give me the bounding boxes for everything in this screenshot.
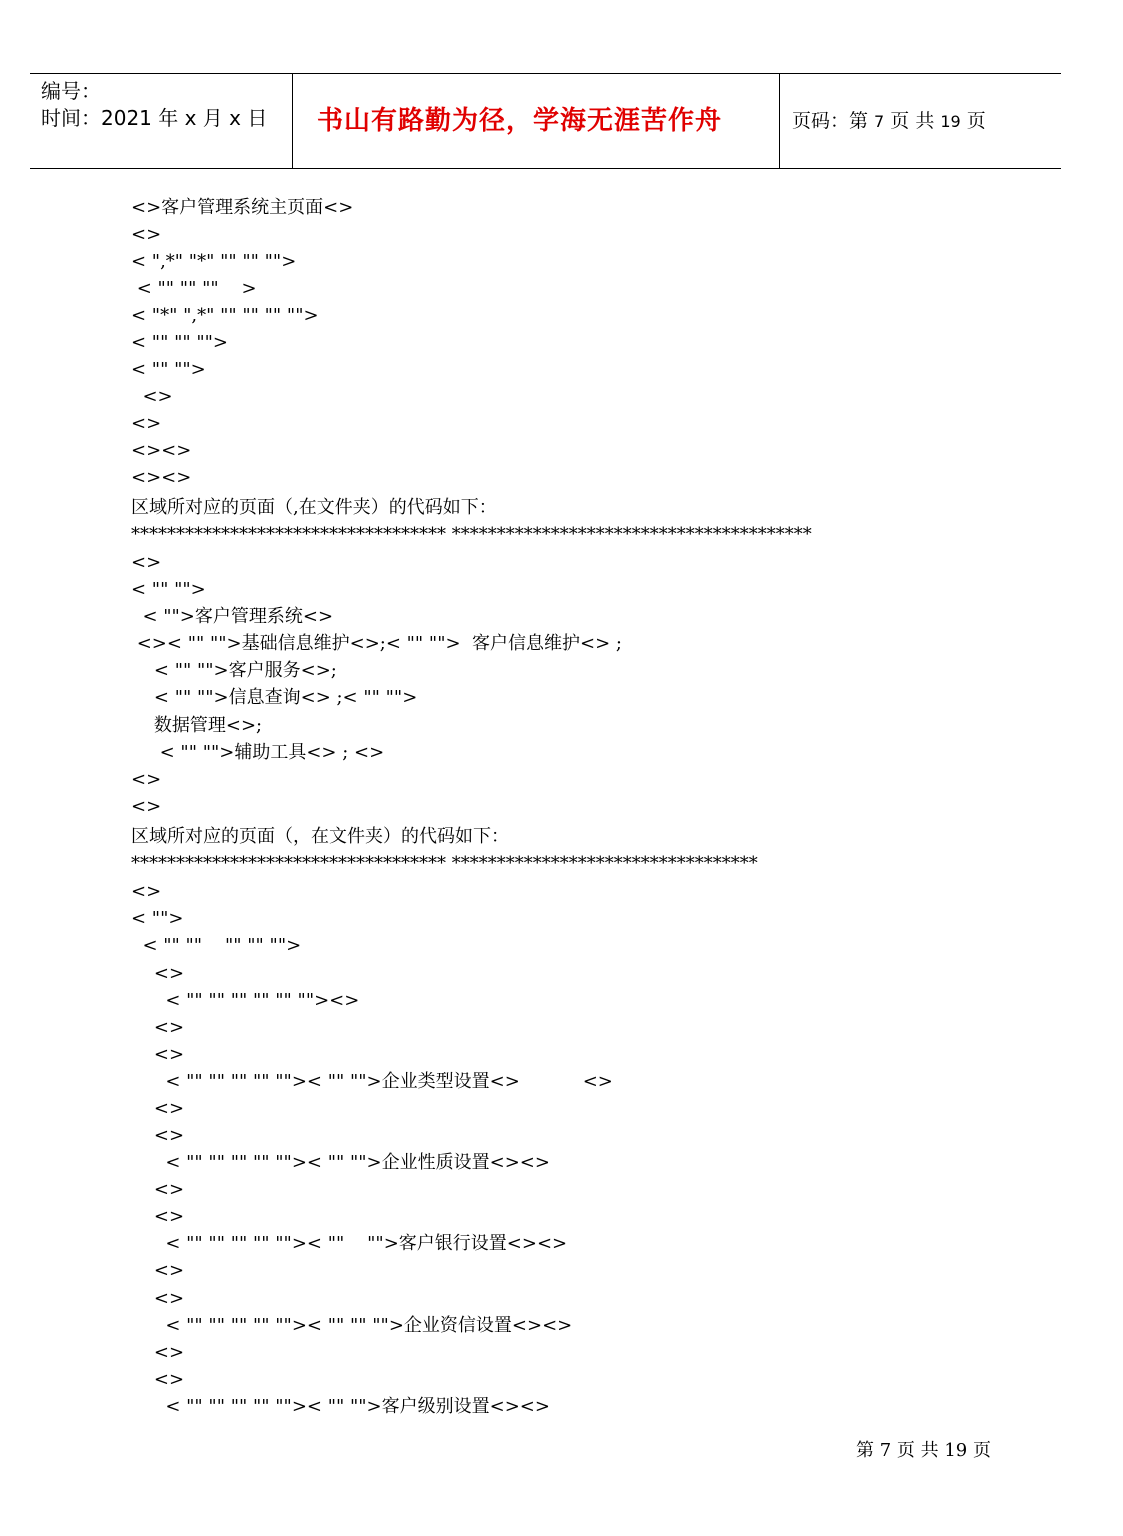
- code-line: < ",*" "*" "" "" "">: [131, 251, 297, 272]
- code-line: < "" "" "" "" "">< "" "" "">企业资信设置<><>: [131, 1315, 573, 1336]
- code-line: <>< "" "">基础信息维护<>;< "" ""> 客户信息维护<> ;: [131, 633, 622, 654]
- code-line: < "" "" "" "" "">< "" "">客户银行设置<><>: [131, 1233, 568, 1254]
- header-motto-cell: [293, 74, 780, 168]
- code-line: <>: [131, 1288, 185, 1309]
- document-header: [30, 73, 1061, 169]
- code-line: < "*" ",*" "" "" "" "">: [131, 305, 319, 326]
- code-line: <>: [131, 552, 162, 573]
- code-line: <>: [131, 881, 162, 902]
- page-indicator: [792, 108, 986, 135]
- code-line: < "" "">客户服务<>;: [131, 660, 337, 681]
- code-line: < "" "">信息查询<> ;< "" "">: [131, 687, 418, 708]
- page-current: 7: [874, 112, 885, 131]
- code-line: 数据管理<>;: [131, 715, 263, 736]
- code-line: < "" "" "" >: [131, 278, 257, 299]
- page-mid: 页 共: [884, 110, 941, 132]
- code-line: <><>: [131, 467, 192, 488]
- code-line: <>: [131, 769, 162, 790]
- page-suffix: 页: [960, 110, 986, 132]
- code-line: < "" "">: [131, 579, 206, 600]
- code-line: < "" "" "" "" "">< "" "">企业性质设置<><>: [131, 1152, 550, 1173]
- code-line: < "" "" "" "" "">< "" "">企业类型设置<> <>: [131, 1071, 613, 1092]
- code-line: <>: [131, 1098, 185, 1119]
- code-line: <>: [131, 1369, 185, 1390]
- section-heading: 区域所对应的页面（,在文件夹）的代码如下：: [131, 497, 497, 518]
- code-line: <>: [131, 1125, 185, 1146]
- code-line: <>: [131, 1342, 185, 1363]
- separator-line: *********************************** ****************************************: [131, 524, 812, 545]
- header-meta-cell: [30, 74, 293, 168]
- code-line: <>: [131, 1260, 185, 1281]
- code-line: < "" "" "" "" "">: [131, 935, 302, 956]
- page-prefix: 页码：第: [792, 110, 875, 132]
- separator-line: *********************************** **********************************: [131, 853, 758, 874]
- code-line: < "">客户管理系统<>: [131, 606, 334, 627]
- code-line: < "" "" "">: [131, 332, 229, 353]
- code-line: <>: [131, 386, 173, 407]
- motto: 书山有路勤为径，学海无涯苦作舟: [317, 106, 723, 136]
- code-line: <>: [131, 413, 162, 434]
- code-line: <>客户管理系统主页面<>: [131, 197, 354, 218]
- header-page-cell: [780, 74, 1061, 168]
- code-line: < "" "" "" "" "" ""><>: [131, 990, 360, 1011]
- code-line: <>: [131, 1179, 185, 1200]
- code-line: < "" "" "" "" "">< "" "">客户级别设置<><>: [131, 1396, 550, 1417]
- page-footer: 第 7 页 共 19 页: [856, 1440, 991, 1461]
- code-line: <>: [131, 1017, 185, 1038]
- section-heading: 区域所对应的页面（，在文件夹）的代码如下：: [131, 826, 509, 847]
- code-line: <><>: [131, 440, 192, 461]
- code-line: <>: [131, 1206, 185, 1227]
- code-line: < "" "">辅助工具<> ; <>: [131, 742, 385, 763]
- code-line: <>: [131, 1044, 185, 1065]
- code-line: <>: [131, 224, 162, 245]
- code-line: < "">: [131, 908, 184, 929]
- code-line: < "" "">: [131, 359, 206, 380]
- serial-label: 编号：: [41, 79, 101, 103]
- code-line: <>: [131, 963, 185, 984]
- code-line: <>: [131, 796, 162, 817]
- page-total: 19: [940, 112, 961, 131]
- time-text: 时间：2021 年 x 月 x 日: [41, 106, 268, 130]
